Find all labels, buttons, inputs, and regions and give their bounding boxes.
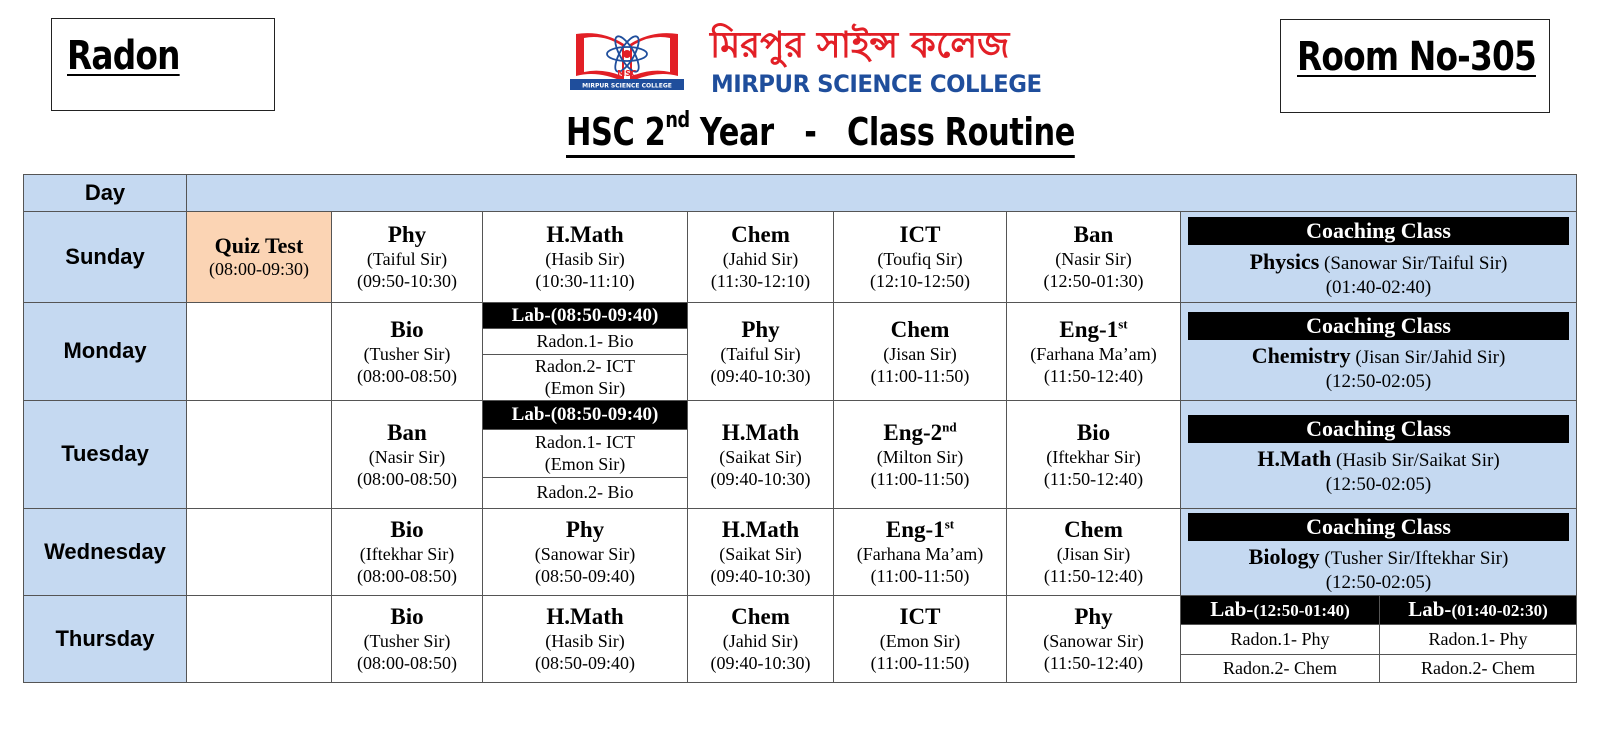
group-name-box [51,18,275,111]
monday-empty-cell [186,302,332,401]
monday-lab-row-1: Radon.1- Bio [482,328,688,355]
wednesday-class-3: H.Math (Saikat Sir) (09:40-10:30) [687,508,834,596]
wednesday-empty-cell [186,508,332,596]
monday-class-4: Chem (Jisan Sir) (11:00-11:50) [833,302,1007,401]
thursday-class-5: Phy (Sanowar Sir) (11:50-12:40) [1006,595,1181,683]
room-number: Room No-305 [1297,34,1536,80]
college-logo-icon [568,22,686,98]
group-name: Radon [67,33,180,79]
tuesday-class-5: Bio (Iftekhar Sir) (11:50-12:40) [1006,400,1181,509]
thursday-lab-2-header: Lab-(01:40-02:30) [1379,595,1577,625]
wednesday-coaching-detail: Biology (Tusher Sir/Iftekhar Sir) (12:50-02:05) [1248,544,1509,593]
monday-coaching-header: Coaching Class [1188,312,1569,340]
wednesday-class-5: Chem (Jisan Sir) (11:50-12:40) [1006,508,1181,596]
tuesday-lab-row-2: Radon.2- Bio [482,477,688,509]
tuesday-lab-row-1: Radon.1- ICT (Emon Sir) [482,429,688,478]
tuesday-class-3: H.Math (Saikat Sir) (09:40-10:30) [687,400,834,509]
day-thursday: Thursday [23,595,187,683]
sunday-class-1: Phy (Taiful Sir) (09:50-10:30) [331,211,483,303]
thursday-lab-2-row-2: Radon.2- Chem [1379,654,1577,683]
sunday-coaching-detail: Physics (Sanowar Sir/Taiful Sir) (01:40-02:40) [1249,249,1508,298]
thursday-lab-1-row-1: Radon.1- Phy [1180,624,1380,655]
tuesday-class-1: Ban (Nasir Sir) (08:00-08:50) [331,400,483,509]
wednesday-coaching-header: Coaching Class [1188,513,1569,541]
sunday-coaching-header: Coaching Class [1188,217,1569,245]
logo-banner-text: MIRPUR SCIENCE COLLEGE [582,82,672,90]
monday-class-1: Bio (Tusher Sir) (08:00-08:50) [331,302,483,401]
logo-text: MSC [617,69,637,78]
sunday-class-3: Chem (Jahid Sir) (11:30-12:10) [687,211,834,303]
sunday-class-4: ICT (Toufiq Sir) (12:10-12:50) [833,211,1007,303]
day-sunday: Sunday [23,211,187,303]
day-wednesday: Wednesday [23,508,187,596]
sunday-class-2: H.Math (Hasib Sir) (10:30-11:10) [482,211,688,303]
day-monday: Monday [23,302,187,401]
college-name-bangla: মিরপুর সাইন্স কলেজ [710,25,1010,66]
day-header-cell: Day [23,174,187,212]
thursday-lab-2-row-1: Radon.1- Phy [1379,624,1577,655]
monday-class-5: Eng-1st (Farhana Ma’am) (11:50-12:40) [1006,302,1181,401]
thursday-class-1: Bio (Tusher Sir) (08:00-08:50) [331,595,483,683]
tuesday-empty-cell [186,400,332,509]
sunday-class-5: Ban (Nasir Sir) (12:50-01:30) [1006,211,1181,303]
tuesday-coaching-header: Coaching Class [1188,415,1569,443]
monday-lab-row-2: Radon.2- ICT (Emon Sir) [482,354,688,401]
tuesday-coaching-detail: H.Math (Hasib Sir/Saikat Sir) (12:50-02:05) [1257,446,1500,495]
sunday-quiz-test: Quiz Test (08:00-09:30) [186,211,332,303]
room-number-box [1280,19,1550,113]
thursday-empty-cell [186,595,332,683]
day-tuesday: Tuesday [23,400,187,509]
college-name-english: MIRPUR SCIENCE COLLEGE [711,70,1042,98]
thursday-class-3: Chem (Jahid Sir) (09:40-10:30) [687,595,834,683]
thursday-class-4: ICT (Emon Sir) (11:00-11:50) [833,595,1007,683]
monday-class-3: Phy (Taiful Sir) (09:40-10:30) [687,302,834,401]
wednesday-class-4: Eng-1st (Farhana Ma’am) (11:00-11:50) [833,508,1007,596]
page-title: HSC 2nd Year - Class Routine [566,110,1075,154]
monday-lab-header: Lab-(08:50-09:40) [482,302,688,329]
monday-coaching-detail: Chemistry (Jisan Sir/Jahid Sir) (12:50-02:05) [1251,343,1506,392]
tuesday-class-4: Eng-2nd (Milton Sir) (11:00-11:50) [833,400,1007,509]
thursday-class-2: H.Math (Hasib Sir) (08:50-09:40) [482,595,688,683]
header-blank-cell [186,174,1577,212]
wednesday-class-2: Phy (Sanowar Sir) (08:50-09:40) [482,508,688,596]
thursday-lab-1-header: Lab-(12:50-01:40) [1180,595,1380,625]
thursday-lab-1-row-2: Radon.2- Chem [1180,654,1380,683]
wednesday-class-1: Bio (Iftekhar Sir) (08:00-08:50) [331,508,483,596]
tuesday-lab-header: Lab-(08:50-09:40) [482,400,688,430]
